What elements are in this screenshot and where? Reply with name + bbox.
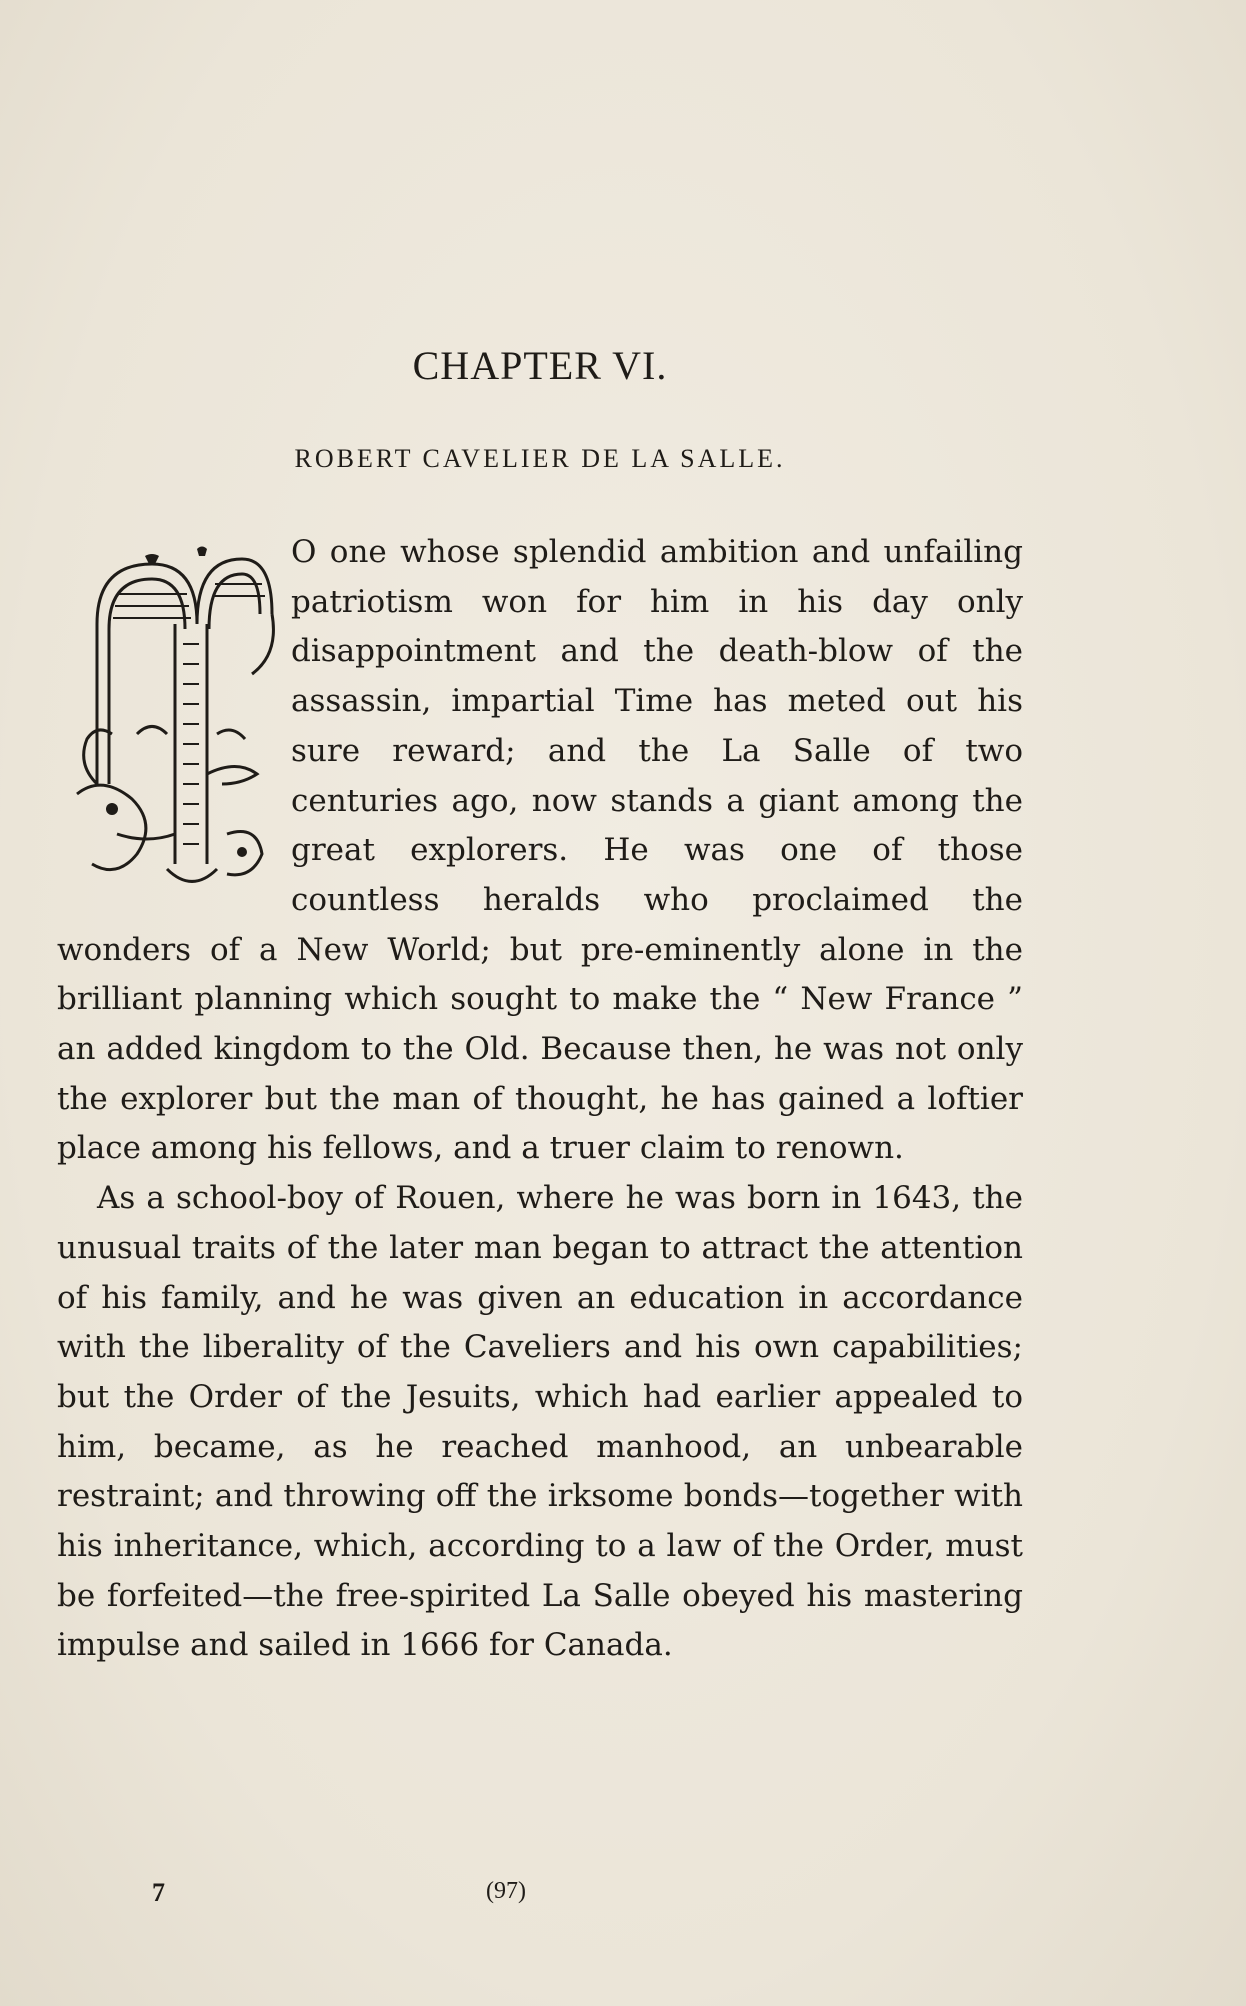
paragraph-1: O one whose splendid ambition and unfailing patriotism won for him in his day only disappointment and the death-blow of the assassin, impartial Time has meted out his sure reward; and the La Salle of two centuries ago, now stands a giant among the great explorers. He was one of those countless heralds who proclaimed the wonders of a New World; but pre-eminently alone in the brilliant planning which sought to make the “ New France ” an added kingdom to the Old. Because then, he was not only the explorer but the man of thought, he has gained a loftier place among his fellows, and a truer claim to renown. bbox=[57, 534, 1023, 1167]
page-footer bbox=[0, 1878, 1246, 1918]
signature-mark: 7 bbox=[152, 1878, 165, 1907]
ornamental-initial-t-icon bbox=[57, 534, 283, 904]
page-number: (97) bbox=[486, 1878, 526, 1904]
chapter-subtitle: ROBERT CAVELIER DE LA SALLE. bbox=[294, 444, 786, 473]
body-text bbox=[57, 528, 1023, 1671]
chapter-title: CHAPTER VI. bbox=[412, 343, 668, 388]
paragraph-2: As a school-boy of Rouen, where he was born in 1643, the unusual traits of the later man began to attract the attention of his family, and he was given an education in accordance with the liberality of the Caveliers and his own capabilities; but the Order of the Jesuits, which had earlier appealed to him, became, as he reached manhood, an unbearable restraint; and throwing off the irksome bonds—together with his inheritance, which, according to a law of the Order, must be forfeited—the free-spirited La Salle obeyed his mastering impulse and sailed in 1666 for Canada. bbox=[57, 1180, 1023, 1664]
